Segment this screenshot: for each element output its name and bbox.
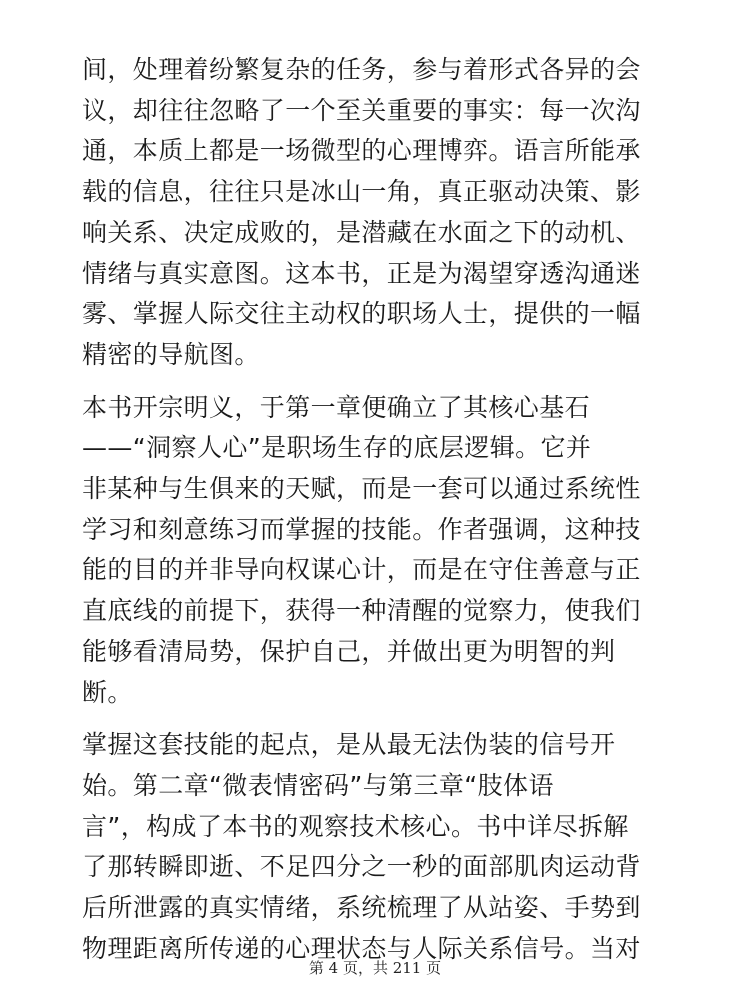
paragraph-1 [82,50,682,376]
text-line: 物理距离所传递的心理状态与人际关系信号。当对 [82,933,641,963]
text-line: 言”，构成了本书的观察技术核心。书中详尽拆解 [82,811,629,841]
text-line: 响关系、决定成败的，是潜藏在水面之下的动机、 [82,217,641,247]
text-line: 载的信息，往往只是冰山一角，真正驱动决策、影 [82,177,641,207]
page-number-footer: 第 4 页，共 211 页 [308,959,442,977]
text-line: 通，本质上都是一场微型的心理博弈。语言所能承 [82,136,641,166]
text-line: 情绪与真实意图。这本书，正是为渴望穿透沟通迷 [82,258,641,288]
text-line: 议，却往往忽略了一个至关重要的事实：每一次沟 [82,95,641,125]
text-line: 掌握这套技能的起点，是从最无法伪装的信号开 [82,730,616,760]
body-text [82,50,682,981]
text-line: 间，处理着纷繁复杂的任务，参与着形式各异的会 [82,55,641,84]
text-line: 能够看清局势，保护自己，并做出更为明智的判 [82,636,616,666]
text-line: 了那转瞬即逝、不足四分之一秒的面部肌肉运动背 [82,852,641,882]
text-line: 本书开宗明义，于第一章便确立了其核心基石 [82,392,591,422]
text-line: 非某种与生俱来的天赋，而是一套可以通过系统性 [82,474,641,504]
text-line: ——“洞察人心”是职场生存的底层逻辑。它并 [82,433,592,463]
text-line: 能的目的并非导向权谋心计，而是在守住善意与正 [82,555,641,585]
text-line: 始。第二章“微表情密码”与第三章“肢体语 [82,770,554,800]
paragraph-3 [82,725,682,969]
text-line: 断。 [82,677,133,707]
text-line: 雾、掌握人际交往主动权的职场人士，提供的一幅 [82,299,641,329]
text-line: 精密的导航图。 [82,339,260,369]
text-line: 学习和刻意练习而掌握的技能。作者强调，这种技 [82,514,641,544]
text-line: 后所泄露的真实情绪，系统梳理了从站姿、手势到 [82,893,641,923]
paragraph-2 [82,388,682,714]
text-line: 直底线的前提下，获得一种清醒的觉察力，使我们 [82,596,641,626]
